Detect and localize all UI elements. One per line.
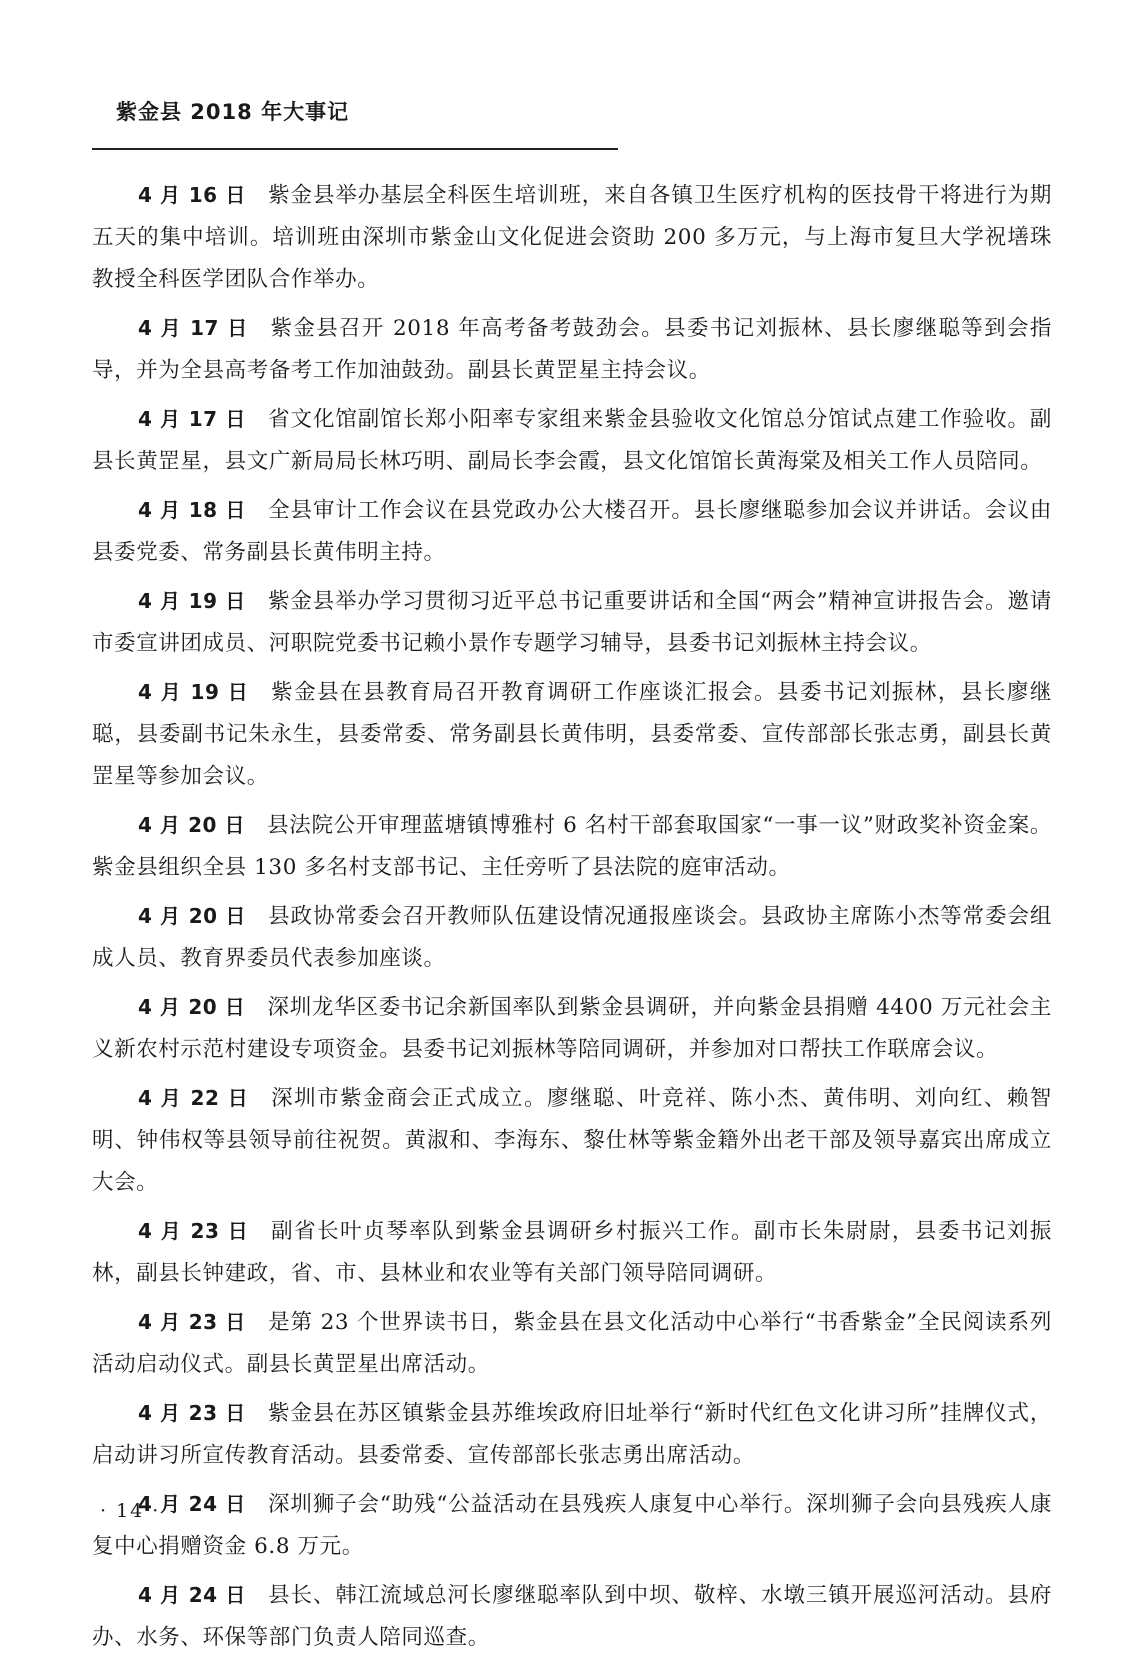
chronicle-entry <box>92 986 1052 1071</box>
entry-text: 县法院公开审理蓝塘镇博雅村 6 名村干部套取国家“一事一议”财政奖补资金案。紫金县组织全县 130 多名村支部书记、主任旁听了县法院的庭审活动。 <box>92 813 1052 880</box>
entry-text: 县政协常委会召开教师队伍建设情况通报座谈会。县政协主席陈小杰等常委会组成人员、教育界委员代表参加座谈。 <box>92 904 1052 971</box>
entry-date: 4 月 20 日 <box>138 904 247 928</box>
chronicle-entry <box>92 804 1052 889</box>
chronicle-entry <box>92 174 1052 301</box>
page-number: · 14 · <box>100 1500 161 1522</box>
entry-text: 副省长叶贞琴率队到紫金县调研乡村振兴工作。副市长朱尉尉，县委书记刘振林，副县长钟建政，省、市、县林业和农业等有关部门领导陪同调研。 <box>92 1219 1052 1286</box>
chronicle-entry <box>92 580 1052 665</box>
entry-date: 4 月 23 日 <box>138 1310 247 1334</box>
entry-text: 紫金县召开 2018 年高考备考鼓劲会。县委书记刘振林、县长廖继聪等到会指导，并为全县高考备考工作加油鼓劲。副县长黄罡星主持会议。 <box>92 316 1053 383</box>
entry-date: 4 月 23 日 <box>138 1219 250 1243</box>
chronicle-entry <box>92 1483 1052 1568</box>
entry-text: 全县审计工作会议在县党政办公大楼召开。县长廖继聪参加会议并讲话。会议由县委党委、常务副县长黄伟明主持。 <box>92 498 1052 565</box>
chronicle-entry <box>92 489 1052 574</box>
entry-text: 紫金县举办学习贯彻习近平总书记重要讲话和全国“两会”精神宣讲报告会。邀请市委宣讲团成员、河职院党委书记赖小景作专题学习辅导，县委书记刘振林主持会议。 <box>92 589 1052 656</box>
chronicle-entry <box>92 1574 1052 1659</box>
chronicle-entry <box>92 895 1052 980</box>
entry-date: 4 月 22 日 <box>138 1086 250 1110</box>
chronicle-entry <box>92 398 1052 483</box>
entry-date: 4 月 20 日 <box>138 813 246 837</box>
chronicle-entries <box>92 174 1052 1665</box>
entry-text: 紫金县在县教育局召开教育调研工作座谈汇报会。县委书记刘振林，县长廖继聪，县委副书记朱永生，县委常委、常务副县长黄伟明，县委常委、宣传部部长张志勇，副县长黄罡星等参加会议。 <box>92 680 1052 789</box>
entry-date: 4 月 17 日 <box>138 316 249 340</box>
entry-text: 深圳市紫金商会正式成立。廖继聪、叶竞祥、陈小杰、黄伟明、刘向红、赖智明、钟伟权等县领导前往祝贺。黄淑和、李海东、黎仕林等紫金籍外出老干部及领导嘉宾出席成立大会。 <box>92 1086 1052 1195</box>
entry-date: 4 月 19 日 <box>138 589 246 613</box>
entry-date: 4 月 19 日 <box>138 680 250 704</box>
entry-text: 紫金县在苏区镇紫金县苏维埃政府旧址举行“新时代红色文化讲习所”挂牌仪式，启动讲习所宣传教育活动。县委常委、宣传部部长张志勇出席活动。 <box>92 1401 1052 1468</box>
chronicle-entry <box>92 1077 1052 1204</box>
entry-date: 4 月 24 日 <box>138 1492 246 1516</box>
entry-date: 4 月 16 日 <box>138 183 247 207</box>
entry-text: 深圳狮子会“助残“公益活动在县残疾人康复中心举行。深圳狮子会向县残疾人康复中心捐赠资金 6.8 万元。 <box>92 1492 1052 1559</box>
entry-date: 4 月 23 日 <box>138 1401 246 1425</box>
entry-date: 4 月 17 日 <box>138 407 247 431</box>
chronicle-entry <box>92 1301 1052 1386</box>
entry-date: 4 月 18 日 <box>138 498 247 522</box>
chronicle-entry <box>92 1392 1052 1477</box>
entry-text: 省文化馆副馆长郑小阳率专家组来紫金县验收文化馆总分馆试点建工作验收。副县长黄罡星，县文广新局局长林巧明、副局长李会霞，县文化馆馆长黄海棠及相关工作人员陪同。 <box>92 407 1052 474</box>
entry-text: 是第 23 个世界读书日，紫金县在县文化活动中心举行“书香紫金”全民阅读系列活动启动仪式。副县长黄罡星出席活动。 <box>92 1310 1053 1377</box>
header-rule <box>92 148 618 150</box>
entry-text: 紫金县举办基层全科医生培训班，来自各镇卫生医疗机构的医技骨干将进行为期五天的集中培训。培训班由深圳市紫金山文化促进会资助 200 多万元，与上海市复旦大学祝墡珠教授全科医学团队合作举办。 <box>92 183 1052 292</box>
chronicle-entry <box>92 1210 1052 1295</box>
running-header-title: 紫金县 2018 年大事记 <box>116 100 350 124</box>
entry-date: 4 月 24 日 <box>138 1583 247 1607</box>
entry-date: 4 月 20 日 <box>138 995 246 1019</box>
entry-text: 县长、韩江流域总河长廖继聪率队到中坝、敬梓、水墩三镇开展巡河活动。县府办、水务、环保等部门负责人陪同巡查。 <box>92 1583 1052 1650</box>
entry-text: 深圳龙华区委书记余新国率队到紫金县调研，并向紫金县捐赠 4400 万元社会主义新农村示范村建设专项资金。县委书记刘振林等陪同调研，并参加对口帮扶工作联席会议。 <box>92 995 1053 1062</box>
chronicle-entry <box>92 307 1052 392</box>
chronicle-entry <box>92 671 1052 798</box>
